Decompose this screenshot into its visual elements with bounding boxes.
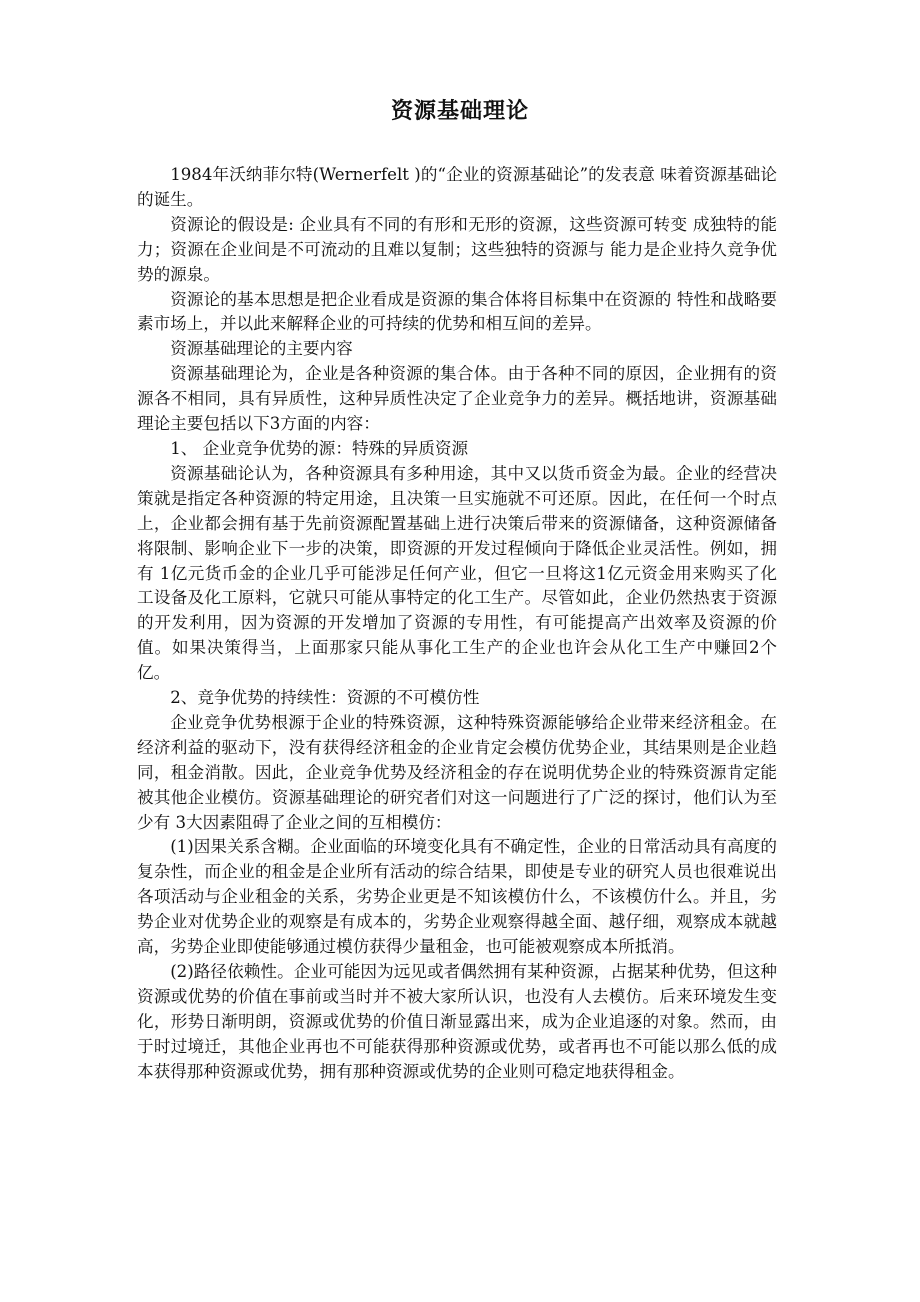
section-heading-1: 1、 企业竞争优势的源：特殊的异质资源 [170,438,469,458]
paragraph-theory-overview: 资源基础理论为，企业是各种资源的集合体。由于各种不同的原因，企业拥有的资源各不相同，具有异质性，这种异质性决定了企业竞争力的差异。概括地讲，资源基础理论主要包括以下3方面的内容： [137,364,777,434]
paragraph-basic-idea: 资源论的基本思想是把企业看成是资源的集合体将目标集中在资源的 特性和战略要素市场上，并以此来解释企业的可持续的优势和相互间的差异。 [137,289,777,334]
section-heading-2: 2、竞争优势的持续性：资源的不可模仿性 [170,688,480,708]
page-title: 资源基础理论 [390,99,529,124]
paragraph-section-2: 企业竞争优势根源于企业的特殊资源，这种特殊资源能够给企业带来经济租金。在经济利益的驱动下，没有获得经济租金的企业肯定会模仿优势企业，其结果则是企业趋同，租金消散。因此，企业竞争优势及经济租金的存在说明优势企业的特殊资源肯定能被其他企业模仿。资源基础理论的研究者们对这一问题进行了广泛的探讨，他们认为至少有 3大因素阻碍了企业之间的互相模仿： [137,712,777,832]
section-heading-main-content: 资源基础理论的主要内容 [170,339,353,359]
paragraph-path-dependence: (2)路径依赖性。企业可能因为远见或者偶然拥有某种资源，占据某种优势，但这种资源或优势的价值在事前或当时并不被大家所认识，也没有人去模仿。后来环境发生变化，形势日渐明朗，资源或优势的价值日渐显露出来，成为企业追逐的对象。然而，由于时过境迁，其他企业再也不可能获得那种资源或优势，或者再也不可能以那么低的成本获得那种资源或优势，拥有那种资源或优势的企业则可稳定地获得租金。 [137,962,777,1081]
paragraph-assumption: 资源论的假设是: 企业具有不同的有形和无形的资源，这些资源可转变 成独特的能力；资源在企业间是不可流动的且难以复制；这些独特的资源与 能力是企业持久竞争优势的源泉。 [137,214,777,284]
paragraph-section-1: 资源基础论认为，各种资源具有多种用途，其中又以货币资金为最。企业的经营决策就是指定各种资源的特定用途，且决策一旦实施就不可还原。因此，在任何一个时点上，企业都会拥有基于先前资源配置基础上进行决策后带来的资源储备，这种资源储备将限制、影响企业下一步的决策，即资源的开发过程倾向于降低企业灵活性。例如，拥有 1亿元货币金的企业几乎可能涉足任何产业，但它一旦将这1亿元资金用来购买了化工设备及化工原料，它就只可能从事特定的化工生产。尽管如此，企业仍然热衷于资源的开发利用，因为资源的开发增加了资源的专用性，有可能提高产出效率及资源的价值。如果决策得当，上面那家只能从事化工生产的企业也许会从化工生产中赚回2个亿。 [137,463,777,683]
paragraph-causal-ambiguity: (1)因果关系含糊。企业面临的环境变化具有不确定性，企业的日常活动具有高度的复杂性，而企业的租金是企业所有活动的综合结果，即使是专业的研究人员也很难说出各项活动与企业租金的关系，劣势企业更是不知该模仿什么，不该模仿什么。并且，劣势企业对优势企业的观察是有成本的，劣势企业观察得越全面、越仔细，观察成本就越高，劣势企业即使能够通过模仿获得少量租金，也可能被观察成本所抵消。 [137,837,777,957]
paragraph-intro: 1984年沃纳菲尔特(Wernerfelt )的“企业的资源基础论”的发表意 味着资源基础论的诞生。 [137,165,777,209]
document-body [137,163,777,1085]
